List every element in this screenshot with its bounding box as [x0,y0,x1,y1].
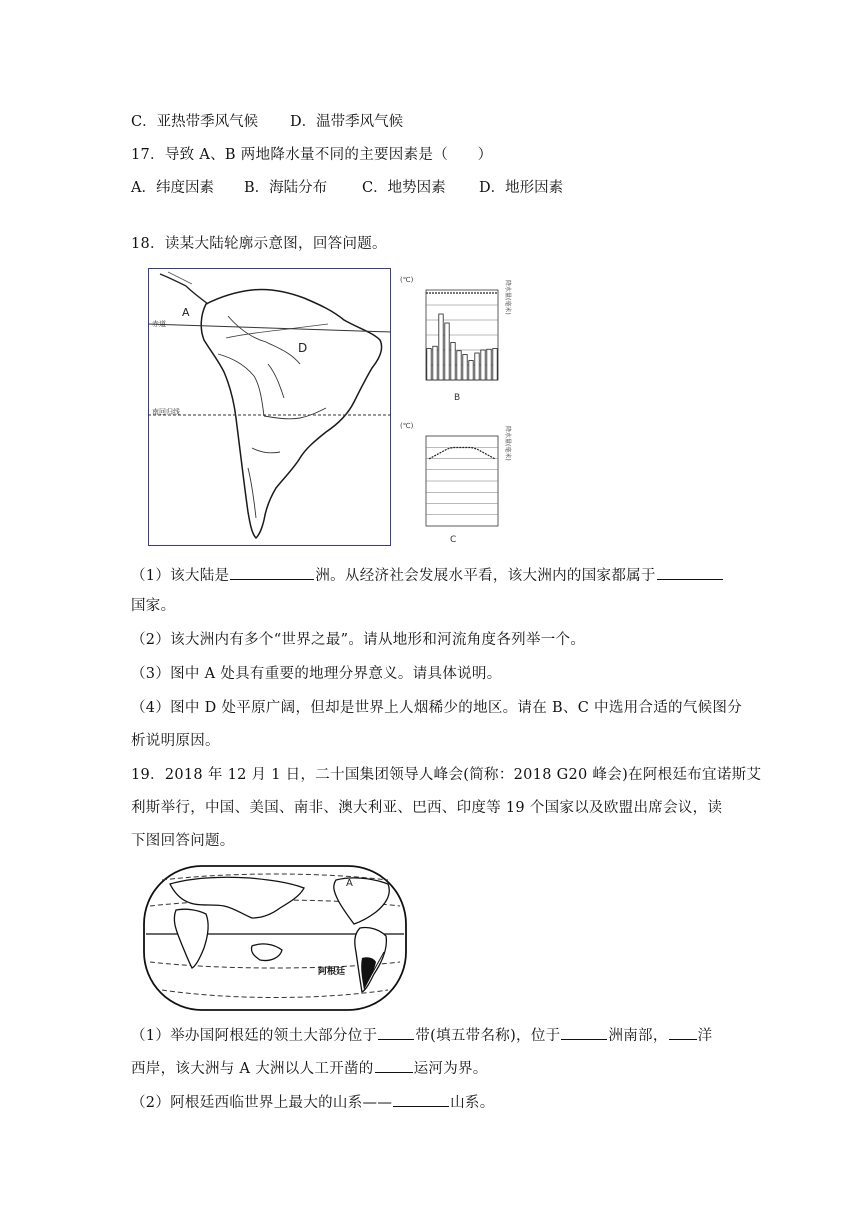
q17-option-d: D．地形因素 [479,180,564,196]
chart-b-unit-left: (℃) [400,276,414,284]
q16-option-d: D．温带季风气候 [290,114,404,130]
q16-option-c: C．亚热带季风气候 [131,114,259,130]
q19-stem-line2: 利斯举行，中国、美国、南非、澳大利亚、巴西、印度等 19 个国家以及欧盟出席会议，读 [131,800,723,816]
q19-sub1-text-d: 洋 [697,1028,713,1044]
q19-sub1-text-f: 运河为界。 [413,1061,488,1077]
answer-blank-development[interactable] [657,565,723,580]
q18-sub4-line1: （4）图中 D 处平原广阔，但却是世界上人烟稀少的地区。请在 B、C 中选用合适的气候图分 [131,700,743,716]
answer-blank-canal[interactable] [375,1058,413,1073]
q19-sub1-text-c: 洲南部， [608,1028,668,1044]
answer-blank-continent[interactable] [230,565,314,580]
chart-c-unit-right: 降水量(毫米) [504,426,511,461]
chart-b-bar [463,355,467,381]
world-map-label-a: A [346,878,353,889]
q19-sub2-text-a: （2）阿根廷西临世界上最大的山系—— [131,1095,393,1111]
q18-sub1-text-a: （1）该大陆是 [131,568,230,584]
south-america-map [148,268,391,546]
q17-stem: 17．导致 A、B 两地降水量不同的主要因素是（ ） [131,147,493,163]
climate-chart-c [398,418,522,548]
q17-option-c: C．地势因素 [362,180,446,196]
chart-b-bar [493,349,497,381]
q17-option-b: B．海陆分布 [244,180,328,196]
q18-sub1-text-b: 洲。从经济社会发展水平看，该大洲内的国家都属于 [315,568,656,584]
answer-blank-continent-2[interactable] [561,1025,607,1040]
chart-b-bar [433,346,437,380]
chart-b-bars [427,314,497,380]
q18-stem: 18．读某大陆轮廓示意图，回答问题。 [131,236,387,252]
map-label-d: D [298,341,308,355]
q18-sub1-line1 [131,565,724,586]
tropic-label: 南回归线 [152,408,180,416]
q18-sub4-line2: 析说明原因。 [131,733,220,749]
chart-b-bar [481,350,485,380]
chart-c-temperature-line [429,448,495,459]
chart-b-bar [469,361,473,381]
world-map [140,862,410,1014]
answer-blank-zone[interactable] [378,1025,414,1040]
chart-c-grid [426,436,498,526]
chart-c-unit-left: (℃) [400,422,414,430]
chart-b-bar [487,349,491,380]
chart-b-bar [451,343,455,381]
q19-stem-line1: 19．2018 年 12 月 1 日，二十国集团领导人峰会(简称：2018 G20 峰会)在阿根廷布宜诺斯艾 [131,767,762,783]
answer-blank-mountains[interactable] [393,1092,449,1107]
map-label-a: A [182,306,190,319]
chart-b-bar [475,353,479,380]
q17-option-a: A．纬度因素 [131,180,214,196]
chart-b-bar [427,349,431,381]
world-map-label-argentina: 阿根廷 [318,967,346,977]
q19-stem-line3: 下图回答问题。 [131,833,235,849]
q19-sub1-text-e: 西岸，该大洲与 A 大洲以人工开凿的 [131,1061,374,1077]
chart-c-caption: C [450,535,457,545]
equator-label: 赤道 [152,320,166,328]
q19-sub1-line2 [131,1058,488,1079]
chart-b-bar [457,351,461,380]
climate-chart-b [398,272,522,406]
q19-sub1-text-b: 带(填五带名称)，位于 [415,1028,561,1044]
q19-sub2 [131,1092,495,1113]
chart-b-caption: B [454,393,461,403]
q19-sub1-line1 [131,1025,712,1046]
chart-b-unit-right: 降水量(毫米) [504,280,511,315]
q18-sub2: （2）该大洲内有多个“世界之最”。请从地形和河流角度各列举一个。 [131,632,586,648]
q19-sub2-text-b: 山系。 [450,1095,495,1111]
q18-sub3: （3）图中 A 处具有重要的地理分界意义。请具体说明。 [131,666,502,682]
q19-sub1-text-a: （1）举办国阿根廷的领土大部分位于 [131,1028,378,1044]
chart-b-bar [439,314,443,380]
q18-sub1-line2: 国家。 [131,598,176,614]
chart-b-bar [445,323,449,380]
answer-blank-ocean[interactable] [669,1025,697,1040]
